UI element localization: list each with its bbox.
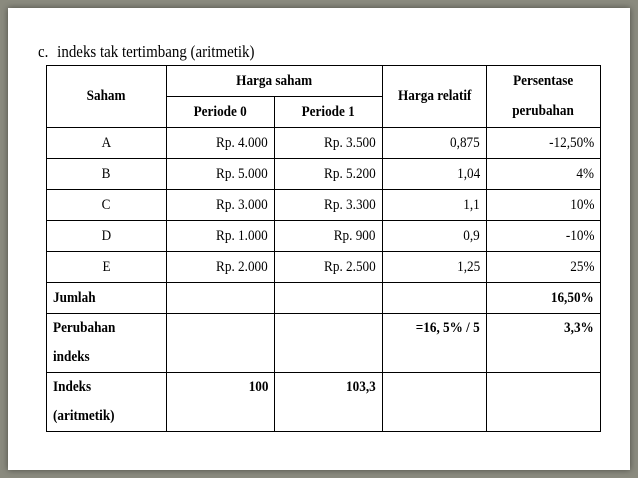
header-harga-relatif: Harga relatif xyxy=(383,66,487,128)
empty-cell xyxy=(487,373,601,432)
cell-relatif: 0,9 xyxy=(383,221,487,252)
perubahan-persen: 3,3% xyxy=(487,314,601,373)
empty-cell xyxy=(383,283,487,314)
cell-persen: -12,50% xyxy=(487,128,601,159)
header-saham: Saham xyxy=(47,66,167,128)
cell-saham: C xyxy=(47,190,167,221)
empty-cell xyxy=(383,373,487,432)
cell-periode0: Rp. 4.000 xyxy=(167,128,275,159)
cell-relatif: 1,1 xyxy=(383,190,487,221)
header-persentase xyxy=(487,66,601,128)
cell-periode1: Rp. 900 xyxy=(275,221,383,252)
table-row xyxy=(47,252,601,283)
cell-persen: 4% xyxy=(487,159,601,190)
perubahan-row xyxy=(47,314,601,373)
cell-relatif: 1,25 xyxy=(383,252,487,283)
index-table xyxy=(46,65,601,432)
perubahan-label-line1: Perubahan xyxy=(53,320,116,336)
table-row xyxy=(47,128,601,159)
indeks-row xyxy=(47,373,601,432)
cell-saham: B xyxy=(47,159,167,190)
heading-text: indeks tak tertimbang (aritmetik) xyxy=(57,42,255,61)
cell-persen: 25% xyxy=(487,252,601,283)
cell-saham: D xyxy=(47,221,167,252)
cell-periode0: Rp. 3.000 xyxy=(167,190,275,221)
indeks-label xyxy=(47,373,167,432)
indeks-label-line1: Indeks xyxy=(53,379,92,395)
cell-periode1: Rp. 5.200 xyxy=(275,159,383,190)
perubahan-label xyxy=(47,314,167,373)
table-row xyxy=(47,221,601,252)
header-row-top xyxy=(47,66,601,97)
cell-saham: A xyxy=(47,128,167,159)
jumlah-row xyxy=(47,283,601,314)
heading-marker: c. xyxy=(38,42,49,61)
cell-periode1: Rp. 2.500 xyxy=(275,252,383,283)
cell-persen: -10% xyxy=(487,221,601,252)
empty-cell xyxy=(275,283,383,314)
section-heading xyxy=(38,42,255,62)
cell-periode0: Rp. 2.000 xyxy=(167,252,275,283)
cell-periode1: Rp. 3.300 xyxy=(275,190,383,221)
header-persentase-line1: Persentase xyxy=(513,73,574,89)
header-periode1: Periode 1 xyxy=(275,97,383,128)
header-harga-saham: Harga saham xyxy=(167,66,383,97)
table-row xyxy=(47,159,601,190)
perubahan-relatif: =16, 5% / 5 xyxy=(383,314,487,373)
cell-relatif: 0,875 xyxy=(383,128,487,159)
header-periode0: Periode 0 xyxy=(167,97,275,128)
indeks-periode0: 100 xyxy=(167,373,275,432)
perubahan-label-line2: indeks xyxy=(53,349,90,365)
cell-periode0: Rp. 5.000 xyxy=(167,159,275,190)
table-row xyxy=(47,190,601,221)
empty-cell xyxy=(167,283,275,314)
empty-cell xyxy=(275,314,383,373)
indeks-label-line2: (aritmetik) xyxy=(53,408,115,424)
cell-periode0: Rp. 1.000 xyxy=(167,221,275,252)
cell-relatif: 1,04 xyxy=(383,159,487,190)
header-persentase-line2: perubahan xyxy=(512,103,575,119)
cell-saham: E xyxy=(47,252,167,283)
cell-persen: 10% xyxy=(487,190,601,221)
empty-cell xyxy=(167,314,275,373)
cell-periode1: Rp. 3.500 xyxy=(275,128,383,159)
indeks-periode1: 103,3 xyxy=(275,373,383,432)
slide xyxy=(8,8,630,470)
jumlah-persen: 16,50% xyxy=(487,283,601,314)
jumlah-label: Jumlah xyxy=(47,283,167,314)
